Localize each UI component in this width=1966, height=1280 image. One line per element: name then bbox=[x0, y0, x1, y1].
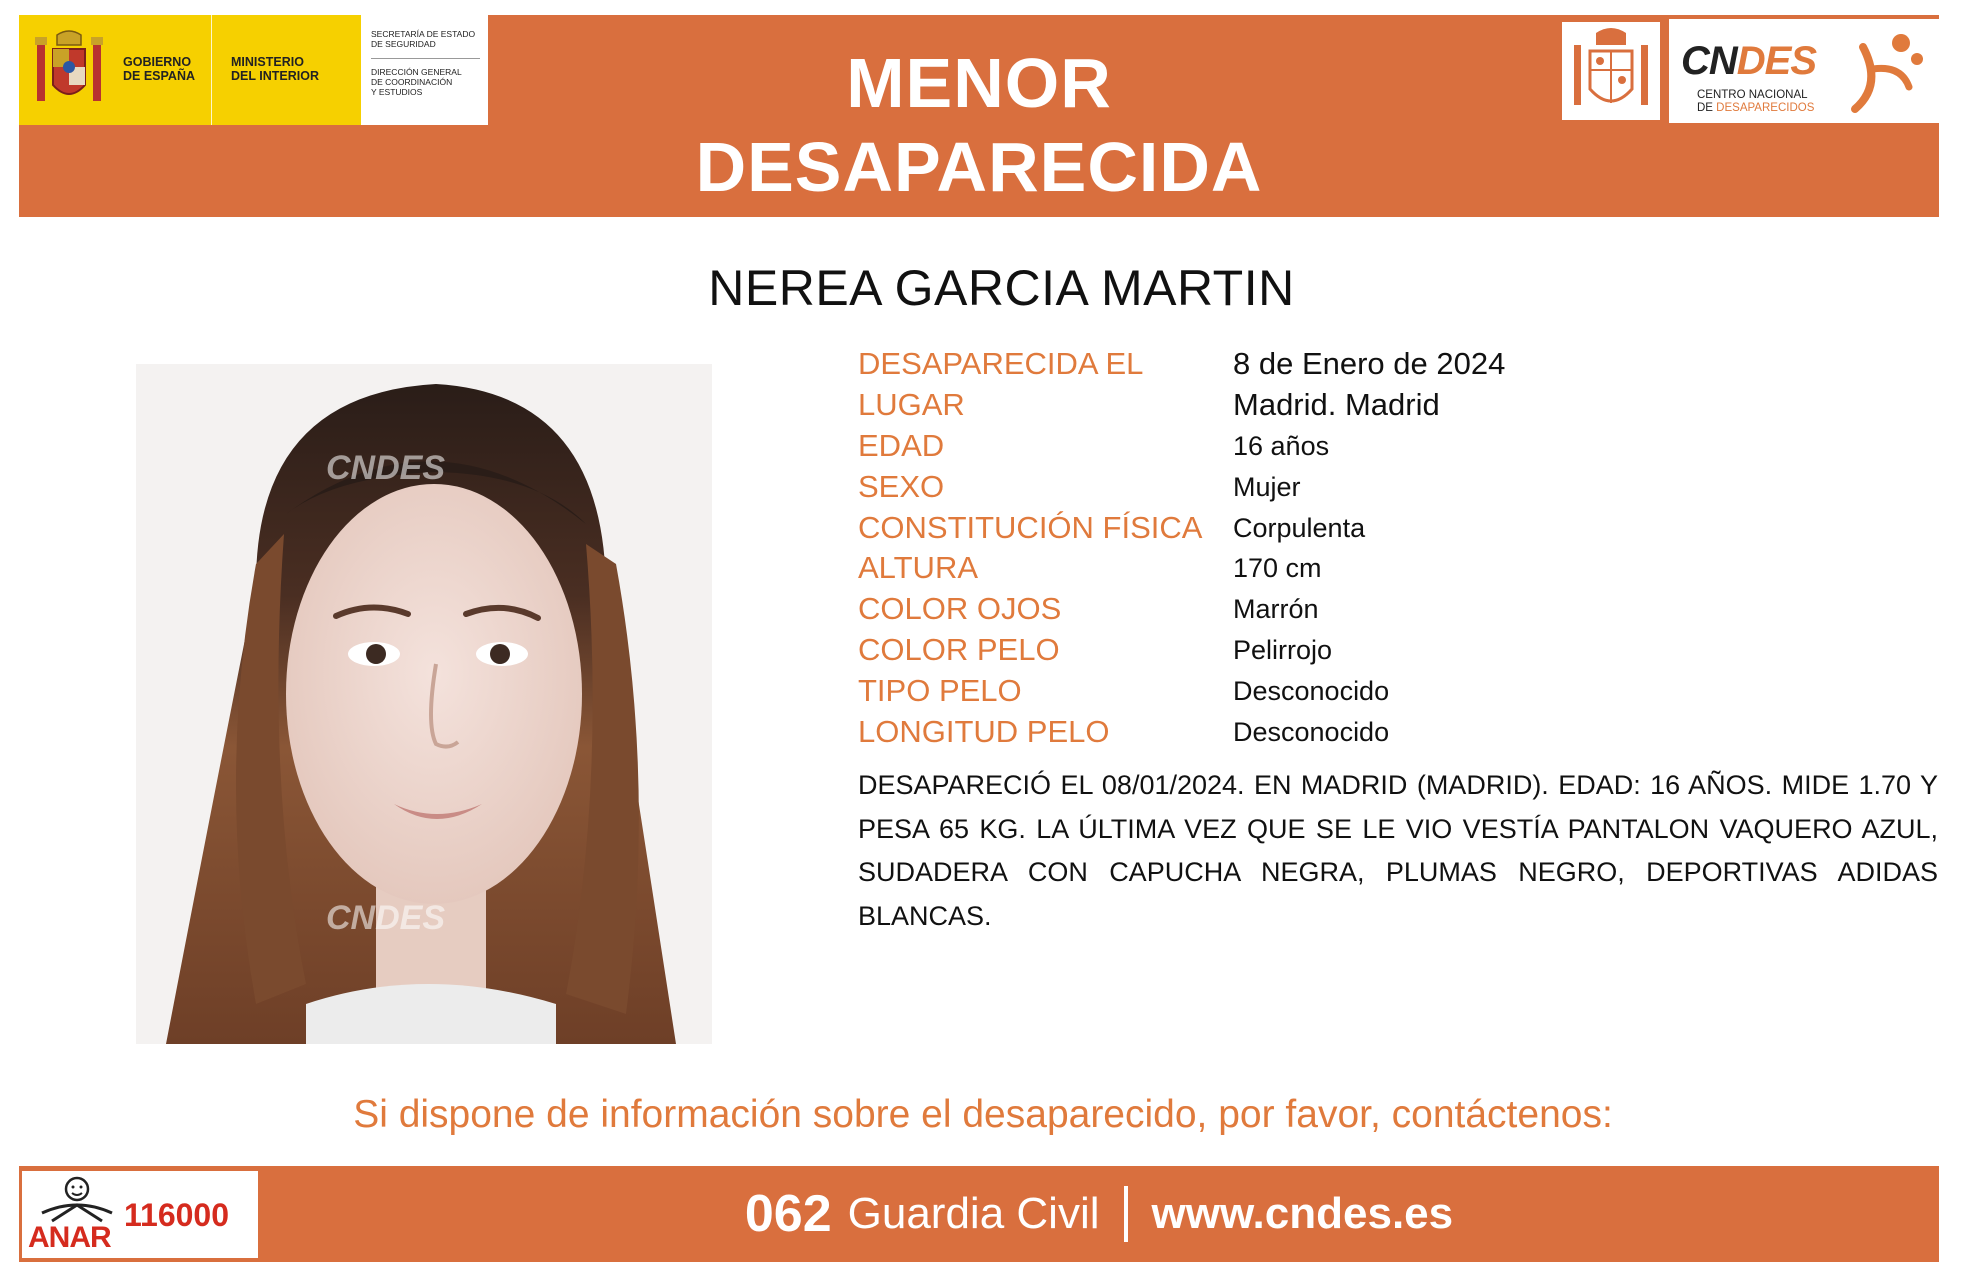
detail-row-color-ojos bbox=[858, 589, 1938, 630]
direccion-general-text: DIRECCIÓN GENERAL DE COORDINACIÓN Y ESTUDIOS bbox=[371, 67, 462, 97]
detail-value: 170 cm bbox=[1233, 553, 1322, 584]
detail-row-sexo bbox=[858, 466, 1938, 507]
cndes-logo-block bbox=[1559, 19, 1939, 123]
detail-value: Madrid. Madrid bbox=[1233, 387, 1440, 423]
anar-logo bbox=[22, 1171, 258, 1258]
detail-label: DESAPARECIDA EL bbox=[858, 346, 1144, 382]
anar-child-icon bbox=[32, 1175, 122, 1225]
cndes-shield bbox=[1559, 19, 1663, 123]
detail-label: TIPO PELO bbox=[858, 672, 1022, 708]
detail-value: Pelirrojo bbox=[1233, 634, 1333, 665]
detail-value: Mujer bbox=[1233, 471, 1301, 502]
detail-label: COLOR OJOS bbox=[858, 591, 1062, 627]
detail-value: Desconocido bbox=[1233, 675, 1390, 706]
person-photo bbox=[136, 364, 712, 1044]
detail-label: LONGITUD PELO bbox=[858, 713, 1110, 749]
detail-row-longitud-pelo bbox=[858, 711, 1938, 752]
detail-label: ALTURA bbox=[858, 550, 979, 586]
detail-label: COLOR PELO bbox=[858, 631, 1060, 667]
detail-row-lugar bbox=[858, 385, 1938, 426]
header-band bbox=[19, 15, 1939, 217]
cndes-figure-icon bbox=[1843, 29, 1927, 113]
anar-word: ANAR bbox=[28, 1221, 111, 1254]
anar-number: 116000 bbox=[124, 1197, 230, 1233]
detail-row-edad bbox=[858, 426, 1938, 467]
detail-label: CONSTITUCIÓN FÍSICA bbox=[858, 509, 1203, 545]
portrait-illustration bbox=[136, 364, 712, 1044]
detail-value: Desconocido bbox=[1233, 716, 1390, 747]
detail-value: Marrón bbox=[1233, 594, 1319, 625]
description-paragraph: DESAPARECIÓ EL 08/01/2024. EN MADRID (MADRID). EDAD: 16 AÑOS. MIDE 1.70 Y PESA 65 KG. LA ÚLTIMA VEZ QUE SE LE VIO VESTÍA PANTALON VAQUERO AZUL, SUDADERA CON CAPUCHA NEGRA, PLUMAS NEGRO, DEPORTIVAS ADIDAS BLANCAS. bbox=[858, 770, 1938, 931]
poster-title-line2: DESAPARECIDA bbox=[695, 128, 1263, 206]
detail-row-color-pelo bbox=[858, 630, 1938, 671]
coat-of-arms-icon bbox=[1568, 25, 1654, 117]
contact-prompt: Si dispone de información sobre el desaparecido, por favor, contáctenos: bbox=[353, 1093, 1613, 1136]
secretaria-estado-text: SECRETARÍA DE ESTADO DE SEGURIDAD bbox=[371, 29, 476, 49]
poster-title-line1: MENOR bbox=[846, 44, 1112, 122]
phone-number[interactable]: 062 bbox=[744, 1185, 832, 1243]
detail-row-constitucion bbox=[858, 507, 1938, 548]
detail-value: 8 de Enero de 2024 bbox=[1233, 346, 1506, 382]
detail-label: SEXO bbox=[858, 468, 945, 504]
detail-row-fecha bbox=[858, 344, 1938, 385]
detail-row-altura bbox=[858, 548, 1938, 589]
cndes-sub-orange: DESAPARECIDOS bbox=[1716, 102, 1815, 114]
cndes-word-des: DES bbox=[1736, 39, 1817, 83]
footer-contact bbox=[259, 1166, 1939, 1262]
cndes-sub-line1: CENTRO NACIONAL bbox=[1697, 89, 1808, 101]
cndes-logo bbox=[1669, 19, 1939, 123]
footer-divider bbox=[1124, 1186, 1128, 1242]
cndes-sub-prefix: DE bbox=[1697, 102, 1717, 114]
phone-label: Guardia Civil bbox=[847, 1189, 1100, 1238]
ministerio-del-interior-text: MINISTERIO DEL INTERIOR bbox=[231, 55, 319, 83]
detail-label: LUGAR bbox=[858, 387, 965, 423]
person-name: NEREA GARCIA MARTIN bbox=[708, 260, 1295, 316]
photo-watermark-top: CNDES bbox=[326, 449, 446, 487]
photo-watermark-bottom: CNDES bbox=[326, 899, 446, 937]
gobierno-de-espana-text: GOBIERNO DE ESPAÑA bbox=[123, 55, 196, 83]
footer-band bbox=[19, 1166, 1939, 1262]
detail-row-tipo-pelo bbox=[858, 670, 1938, 711]
details-list bbox=[858, 344, 1938, 752]
website-link[interactable]: www.cndes.es bbox=[1151, 1189, 1454, 1238]
detail-label: EDAD bbox=[858, 427, 945, 463]
detail-value: Corpulenta bbox=[1233, 512, 1366, 543]
detail-value: 16 años bbox=[1233, 430, 1330, 461]
cndes-word-cn: CN bbox=[1681, 39, 1737, 83]
